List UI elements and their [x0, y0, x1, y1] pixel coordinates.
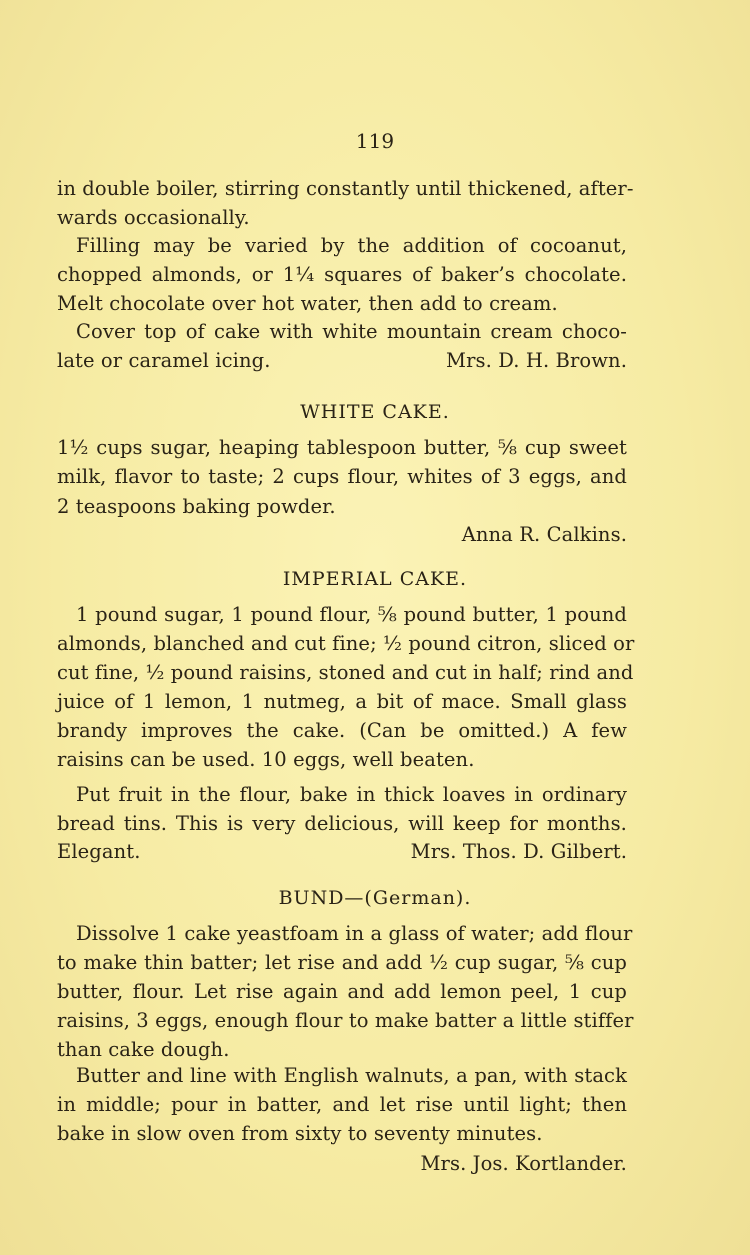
text-line: raisins can be used. 10 eggs, well beaten. — [57, 748, 475, 771]
text-line: 1 pound sugar, 1 pound flour, ⅝ pound butter, 1 pound — [76, 603, 627, 626]
text-line: Butter and line with English walnuts, a pan, with stack — [76, 1064, 627, 1087]
text-line-with-signature — [57, 837, 627, 866]
text-line: Cover top of cake with white mountain cream choco- — [76, 320, 627, 343]
text-line: to make thin batter; let rise and add ½ cup sugar, ⅝ cup — [57, 951, 627, 974]
signature: Mrs. Jos. Kortlander. — [420, 1152, 627, 1175]
text-line: almonds, blanched and cut fine; ½ pound citron, sliced or — [57, 632, 635, 655]
signature: Anna R. Calkins. — [461, 523, 627, 546]
text-line: milk, flavor to taste; 2 cups flour, whites of 3 eggs, and — [57, 465, 627, 488]
text-line: Elegant. — [57, 840, 141, 863]
text-line: 1½ cups sugar, heaping tablespoon butter, ⅝ cup sweet — [57, 436, 627, 459]
text-line: butter, flour. Let rise again and add lemon peel, 1 cup — [57, 980, 627, 1003]
page-number: 119 — [355, 129, 395, 153]
recipe-title: BUND—(German). — [278, 887, 472, 909]
signature: Mrs. Thos. D. Gilbert. — [410, 840, 627, 863]
text-line: brandy improves the cake. (Can be omitted.) A few — [57, 719, 627, 742]
text-line: Melt chocolate over hot water, then add to cream. — [57, 292, 558, 315]
text-line: cut fine, ½ pound raisins, stoned and cut in half; rind and — [57, 661, 634, 684]
text-line: Dissolve 1 cake yeastfoam in a glass of water; add flour — [76, 922, 633, 945]
signature: Mrs. D. H. Brown. — [446, 349, 627, 372]
text-line: chopped almonds, or 1¼ squares of baker’s chocolate. — [57, 263, 627, 286]
text-line: in double boiler, stirring constantly until thickened, after- — [57, 177, 634, 200]
text-line: bake in slow oven from sixty to seventy minutes. — [57, 1122, 543, 1145]
text-line: raisins, 3 eggs, enough flour to make batter a little stiffer — [57, 1009, 634, 1032]
text-line: Filling may be varied by the addition of cocoanut, — [76, 234, 627, 257]
text-line-with-signature — [57, 346, 627, 375]
recipe-title: IMPERIAL CAKE. — [282, 568, 468, 590]
text-line: Put fruit in the flour, bake in thick loaves in ordinary — [76, 783, 627, 806]
text-line: in middle; pour in batter, and let rise until light; then — [57, 1093, 627, 1116]
text-line: 2 teaspoons baking powder. — [57, 495, 336, 518]
text-line: wards occasionally. — [57, 206, 250, 229]
text-line: juice of 1 lemon, 1 nutmeg, a bit of mace. Small glass — [57, 690, 627, 713]
text-line: late or caramel icing. — [57, 349, 271, 372]
text-line: bread tins. This is very delicious, will keep for months. — [57, 812, 627, 835]
recipe-title: WHITE CAKE. — [300, 401, 450, 423]
text-line: than cake dough. — [57, 1038, 230, 1061]
